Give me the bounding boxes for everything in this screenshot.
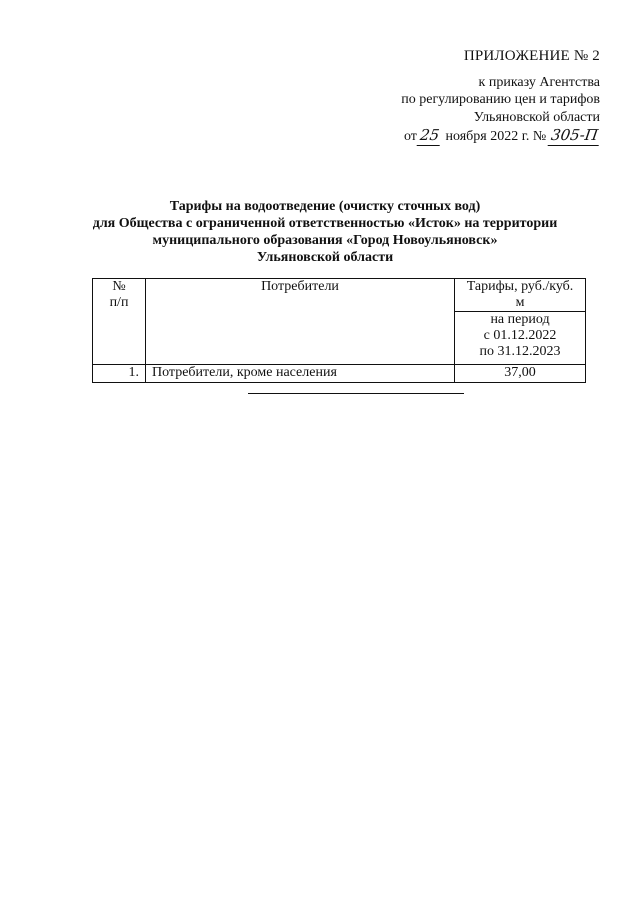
document-heading bbox=[90, 198, 560, 266]
row-num-cell: 1. bbox=[93, 365, 146, 383]
order-month-year: ноября 2022 г. № bbox=[445, 129, 547, 144]
tariffs-table bbox=[92, 278, 586, 383]
header-period-cell bbox=[455, 312, 586, 365]
end-divider bbox=[248, 393, 464, 394]
header-tariffs-cell: Тарифы, руб./куб. м bbox=[455, 279, 586, 312]
appendix-line-region: Ульяновской области bbox=[473, 109, 600, 125]
appendix-line-order: к приказу Агентства bbox=[478, 74, 600, 90]
table-row bbox=[93, 365, 586, 383]
handwritten-day: 25 bbox=[417, 127, 443, 146]
header-consumers-cell: Потребители bbox=[146, 279, 455, 365]
header-num-sign: № bbox=[112, 279, 126, 294]
handwritten-order-number: 305-П bbox=[548, 127, 601, 146]
period-label: на период bbox=[490, 312, 550, 327]
header-num-cell bbox=[93, 279, 146, 365]
heading-line-4: Ульяновской области bbox=[256, 250, 394, 265]
appendix-line-agency: по регулированию цен и тарифов bbox=[401, 92, 600, 107]
period-end: по 31.12.2023 bbox=[479, 344, 561, 359]
order-date-prefix: от bbox=[403, 129, 417, 144]
heading-line-2: для Общества с ограниченной ответственностью «Исток» на территории bbox=[92, 216, 558, 231]
heading-line-3: муниципального образования «Город Новоульяновск» bbox=[152, 233, 498, 248]
heading-line-1: Тарифы на водоотведение (очистку сточных вод) bbox=[169, 199, 481, 214]
appendix-title: ПРИЛОЖЕНИЕ № 2 bbox=[463, 48, 600, 64]
row-consumer-cell: Потребители, кроме населения bbox=[146, 365, 455, 383]
appendix-block bbox=[401, 48, 600, 146]
header-num-pp: п/п bbox=[109, 295, 129, 310]
period-start: с 01.12.2022 bbox=[483, 328, 557, 343]
appendix-order-date-number bbox=[401, 127, 600, 146]
table-header-row bbox=[93, 279, 586, 312]
row-tariff-cell: 37,00 bbox=[455, 365, 586, 383]
